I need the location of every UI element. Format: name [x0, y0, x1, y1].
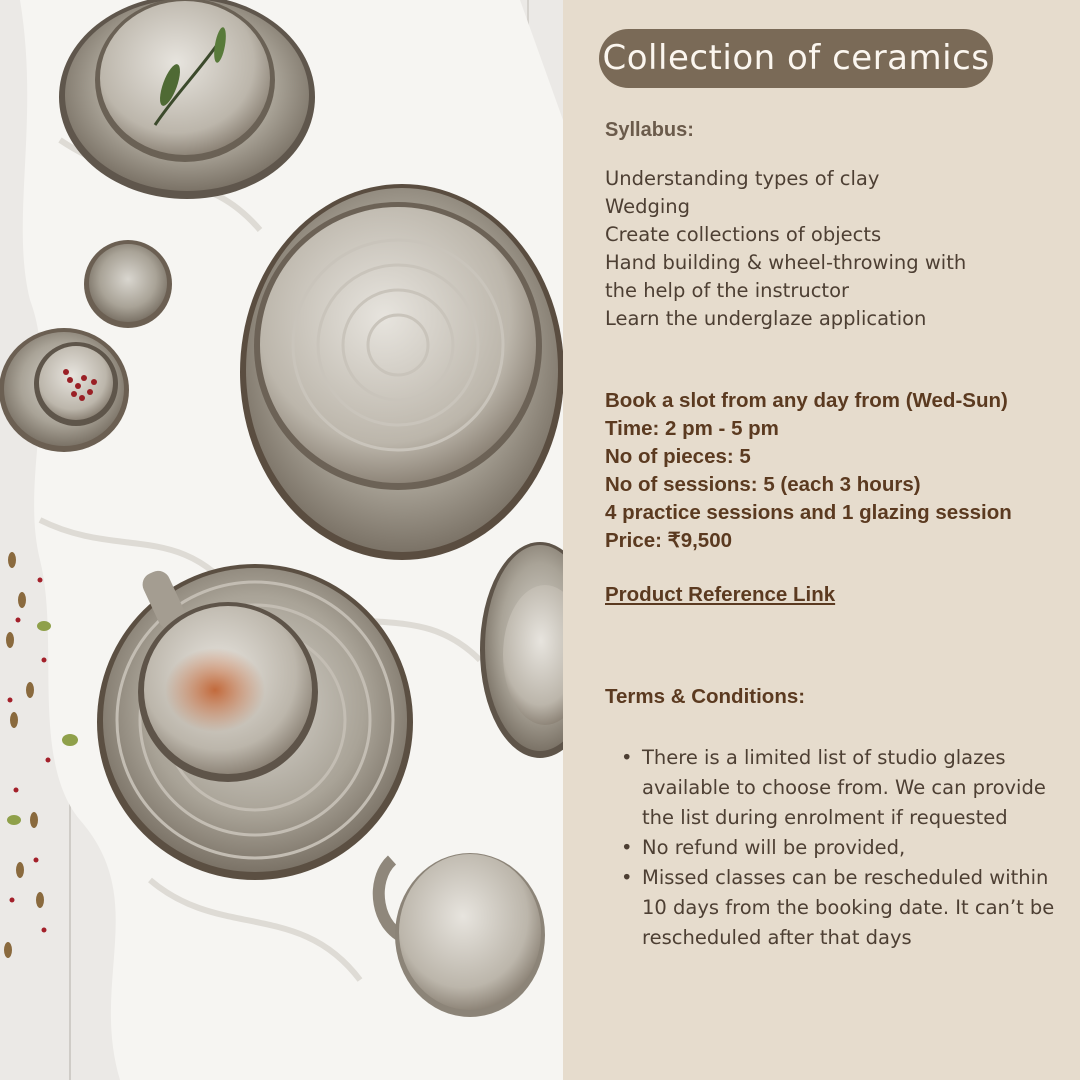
booking-days: Book a slot from any day from (Wed-Sun)	[605, 389, 1008, 412]
syllabus-item: Hand building & wheel-throwing with	[605, 251, 967, 274]
terms-item-text: No refund will be provided,	[642, 836, 906, 859]
terms-heading: Terms & Conditions:	[605, 685, 806, 708]
syllabus-heading: Syllabus:	[605, 119, 694, 141]
sessions-count: No of sessions: 5 (each 3 hours)	[605, 473, 921, 496]
syllabus-item: Understanding types of clay	[605, 167, 880, 190]
pieces-count: No of pieces: 5	[605, 445, 751, 468]
syllabus-item: Wedging	[605, 195, 691, 218]
sessions-breakdown: 4 practice sessions and 1 glazing session	[605, 501, 1012, 524]
bullet-icon: •	[621, 836, 633, 859]
bullet-icon: •	[621, 866, 633, 889]
terms-list	[605, 743, 1071, 953]
info-panel	[563, 0, 1080, 1080]
bullet-icon: •	[621, 746, 633, 769]
syllabus-item: the help of the instructor	[605, 279, 850, 302]
title-badge: Collection of ceramics	[599, 29, 993, 88]
syllabus-item: Learn the underglaze application	[605, 307, 927, 330]
terms-item	[605, 743, 1071, 833]
product-reference-link[interactable]: Product Reference Link	[605, 583, 836, 606]
class-time: Time: 2 pm - 5 pm	[605, 417, 779, 440]
terms-item	[605, 833, 1071, 863]
terms-item-text: There is a limited list of studio glazes available to choose from. We can provide the list during enrolment if requested	[642, 746, 1046, 829]
syllabus-item: Create collections of objects	[605, 223, 882, 246]
booking-details	[605, 387, 1075, 555]
syllabus-list	[605, 165, 1065, 333]
terms-item	[605, 863, 1071, 953]
terms-item-text: Missed classes can be rescheduled within 10 days from the booking date. It can’t be rescheduled after that days	[642, 866, 1055, 949]
price: Price: ₹9,500	[605, 529, 733, 552]
